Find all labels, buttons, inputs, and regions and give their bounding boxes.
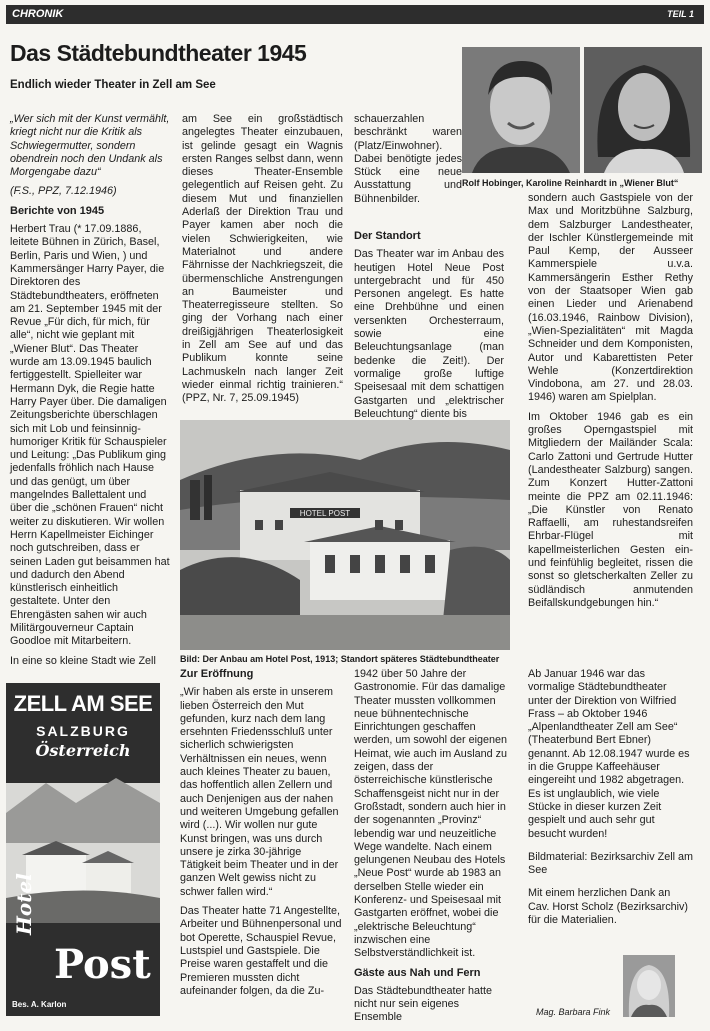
berichte-text: Herbert Trau (* 17.09.1886, leitete Bühnen in Zürich, Basel, Berlin, Paris und Wien, ) und Kammersänger Harry Payer, die Direktoren des Städtebundtheaters, eröffneten am 21. September 1945 mit der Revue „Für dich, für mich, für alle“, nicht wie geplant mit „Wiener Blut“. Das Theater wurde am 13.09.1945 baulich fertiggestellt. Spielleiter war Hermann Dyk, die Regie hatte Harry Payer über. Die damaligen Zeitungsberichte überschlagen sich mit Lob und feinsinnig-humoriger Kritik für Schauspieler und Leitung: „Das Publikum ging jedenfalls fröhlich nach Hause und das genügt, um über mangelndes Ballettalent und über die „schönen Frauen“ nicht weiter zu diskutieren. Wir wollen Herrn Kapellmeister Eichinger noch gutschreiben, dass er seinen Laden gut beisammen hat und dadurch den Abend künstlerisch einheitlich gestaltete. Unter den Ehrengästen sahen wir auch Militärgouverneur Captain Goodloe mit Mitarbeitern. (10, 223, 170, 648)
section-heading-standort: Der Standort (354, 230, 421, 242)
poster-zell-am-see: ZELL AM SEE (13, 691, 153, 716)
column-6-text: 1942 über 50 Jahre der Gastronomie. Für das damalige Theater mussten vollkommen neue bühnentechnische Einrichtungen geschaffen werden, um sowohl der eigenen Heimat, wie auch im Ausland zu zeigen, dass der österreichische künstlerische Schaffensgeist nicht nur in der Großstadt, sondern auch hier in der sogenannten „Provinz“ lebendig war und neuzeitliche Wege wandelte. Nach einem gelungenen Neubau des Hotels „Neue Post“ wurde ab 1983 an derselben Stelle wieder ein Konferenz- und Speisesaal mit Gastgarten eröffnet, wobei die „elektrische Beleuchtung“ inzwischen eine Selbstverständlichkeit ist. (354, 668, 508, 960)
column-5 (180, 668, 343, 1004)
column-2 (182, 113, 343, 412)
hotel-post-photo-caption: Bild: Der Anbau am Hotel Post, 1913; Standort späteres Städtebundtheater (180, 654, 500, 664)
poster-salzburg: SALZBURG (36, 723, 130, 739)
section-heading-gaeste: Gäste aus Nah und Fern (354, 966, 481, 979)
section-heading-eroeffnung: Zur Eröffnung (180, 668, 254, 680)
column-4-text-2: Im Oktober 1946 gab es ein großes Operngastspiel mit Mitgliedern der Mailänder Scala: Carlo Zattoni und Gertrude Hutter (Landestheater Salzburg) sangen. Zum Konzert Hutter-Zattoni meinte die PPZ am 02.11.1946: „Die Künstler von Renato Raffaelli, am ruhestandsreifen Ehrbar-Flügel mit kapellmeisterlichen Gesten ein- und feinfühlig begleitet, rissen die sonst so gletscherkalten Zeller zu südländisch anmutenden Beifallskundgebungen hin.“ (528, 410, 693, 609)
article-subtitle: Endlich wieder Theater in Zell am See (10, 79, 216, 91)
hotel-post-sign: HOTEL POST (299, 509, 351, 518)
part-label: TEIL 1 (667, 9, 694, 19)
section-header-bar (6, 5, 704, 24)
author-photo (623, 955, 675, 1017)
poster-post: Post (54, 941, 151, 988)
thanks-note: Mit einem herzlichen Dank an Cav. Horst Scholz (Bezirksarchiv) für die Materialien. (528, 887, 688, 927)
column-6 (354, 668, 508, 1031)
column-3-top (354, 113, 462, 212)
vintage-hotel-poster (6, 683, 160, 1016)
column-2-text: am See ein großstädtisch angelegtes Theater einzubauen, ist gelinde gesagt ein Wagnis ersten Ranges selbst dann, wenn dieses Theater-Ensemble gelegentlich auf Reisen geht. Zu diesem Mut und finanziellen Aderlaß der Direktion Trau und Payer kamen aber noch die vielen Schwierigkeiten, wie Materialnot und andere Fährnisse der Nachkriegszeit, die übermenschliche Anstrengungen an Baumeister und Theaterregisseure stellten. So ging der Vorhang nach einer dreißigjährigen Theaterlosigkeit in Zell am See auf und das Publikum konnte seine Lachmuskeln nach langer Zeit wieder einmal richtig trainieren.“ (PPZ, Nr. 7, 25.09.1945) (182, 113, 343, 405)
opening-quote: „Wer sich mit der Kunst vermählt, kriegt nicht nur die Kritik als Schwiegermutter, sondern obendrein noch den Undank als Morgengabe dazu“ (10, 113, 170, 179)
column-4 (528, 192, 693, 616)
section-label: CHRONIK (12, 8, 64, 20)
article-title: Das Städtebundtheater 1945 (10, 40, 307, 66)
standort-text: Das Theater war im Anbau des heutigen Hotel Neue Post untergebracht und für 450 Personen angelegt. Es hatte eine Drehbühne und einen versenkten Orchesterraum, sowie eine Beleuchtungsanlage (man bedenke die Zeit!). Der vormalige große luftige Speisesaal mit dem schattigen Gastgarten und „elektrischer Beleuchtung“ diente bis (354, 248, 504, 420)
eroeffnung-text: Das Theater hatte 71 Angestellte, Arbeiter und Bühnenpersonal und bot Operette, Schauspiel Revue, Lustspiel und Gastspiele. Die Preise waren gestaffelt und die Premieren mussten dicht aufeinander folgen, da die Zu- (180, 905, 342, 997)
column-7-text: Ab Januar 1946 war das vormalige Städtebundtheater unter der Direktion von Wilfried Frass – ab Oktober 1946 „Alpenlandtheater Zell am See“ (Theaterbund Bert Ebner) genannt. Ab 12.08.1947 wurde es in die Gruppe Kaffeehäuser eingereiht und 1982 abgetragen. Es ist unglaublich, wie viele Stücke in dieser kurzen Zeit gespielt und auch sehr gut besucht wurden! (528, 668, 690, 840)
poster-hotel: Hotel (12, 873, 36, 935)
hotel-post-photo (180, 420, 510, 650)
portrait-photo-man (462, 47, 580, 173)
column-1 (10, 113, 170, 674)
section-heading-berichte: Berichte von 1945 (10, 204, 105, 217)
column-3-top-text: schauerzahlen beschränkt waren (Platz/Einwohner). Dabei benötigte jedes Stück eine neue Ausstattung und Bühnenbilder. (354, 113, 462, 205)
column-4-text-1: sondern auch Gastspiele von der Max und Moritzbühne Salzburg, dem Salzburger Landestheater, der Ischler Künstlergemeinde mit Paul Kemp, der Ausseer Kammerspiele u.v.a. Kammersängerin Esther Rethy von der Staatsoper Wien gab einen Lieder und Arienabend (16.03.1946, Rainbow Division), „Wien-Spezialitäten“ mit Magda Schneider und dem Komponisten, Autor und Kabarettisten Peter Wehle (Konzertdirektion Vindobona, am 27. und 28.03. 1946) waren am Spielplan. (528, 192, 693, 404)
column-3 (354, 224, 504, 427)
eroeffnung-quote: „Wir haben als erste in unserem lieben Österreich den Mut gefunden, kurz nach dem lang ersehnten Friedensschluß unter sicherlich schwierigsten Verhältnissen ein neues, wenn auch kleines Theater zu bauen, das hoffentlich allen Zellern und auch Denjenigen aus der nahen und weiteren Umgebung gefallen wird (...). Wir wollen nur gute Kunst bringen, was uns durch unsere je zirka 30-jährige Tätigkeit beim Theater und in der ganzen Welt gewiss nicht zu schwer fallen wird.“ (180, 686, 339, 898)
column-7 (528, 668, 693, 933)
photo-credit: Bildmaterial: Bezirksarchiv Zell am See (528, 850, 693, 877)
portrait-photo-woman (584, 47, 702, 173)
column-1-tail-text: In eine so kleine Stadt wie Zell (10, 654, 156, 667)
portrait-caption: Rolf Hobinger, Karoline Reinhardt in „Wiener Blut“ (462, 178, 679, 188)
poster-owner: Bes. A. Karlon (12, 1000, 67, 1009)
gaeste-text: Das Städtebundtheater hatte nicht nur sein eigenes Ensemble (354, 984, 493, 1024)
portrait-photos (462, 47, 702, 173)
poster-oesterreich: Österreich (35, 741, 131, 760)
author-name: Mag. Barbara Fink (536, 1007, 611, 1017)
opening-quote-source: (F.S., PPZ, 7.12.1946) (10, 185, 117, 198)
